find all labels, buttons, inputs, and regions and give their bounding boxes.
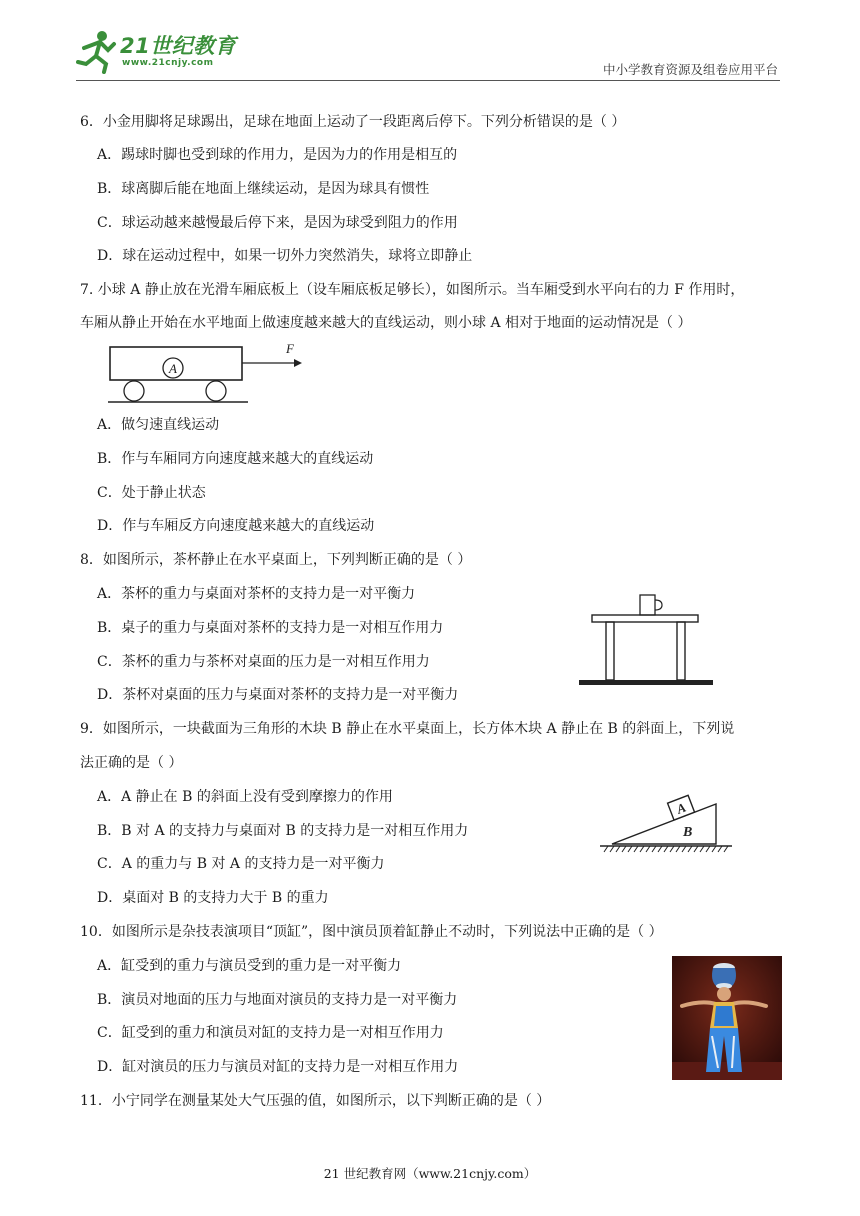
logo-title: 21世纪教育: [120, 34, 237, 58]
wedge-block-figure: [596, 790, 736, 858]
question-8-option-b: B．桌子的重力与桌面对茶杯的支持力是一对相互作用力: [97, 620, 444, 636]
ball-a-label: A: [169, 361, 177, 376]
question-8-stem: 8．如图所示，茶杯静止在水平桌面上，下列判断正确的是（ ）: [80, 552, 472, 568]
cart-figure: [108, 340, 308, 406]
question-8-option-c: C．茶杯的重力与茶杯对桌面的压力是一对相互作用力: [97, 654, 430, 670]
header-divider: [76, 80, 780, 81]
question-6-option-a: A．踢球时脚也受到球的作用力，是因为力的作用是相互的: [97, 147, 458, 163]
question-10-option-c: C．缸受到的重力和演员对缸的支持力是一对相互作用力: [97, 1025, 444, 1041]
runner-logo-icon: [74, 28, 120, 74]
logo-url: www.21cnjy.com: [122, 58, 214, 68]
question-9-option-a: A．A 静止在 B 的斜面上没有受到摩擦力的作用: [97, 789, 393, 805]
force-f-label: F: [286, 341, 294, 356]
question-6-option-d: D．球在运动过程中，如果一切外力突然消失，球将立即静止: [97, 248, 473, 264]
question-10-option-a: A．缸受到的重力与演员受到的重力是一对平衡力: [97, 958, 402, 974]
question-11-stem: 11．小宁同学在测量某处大气压强的值，如图所示，以下判断正确的是（ ）: [80, 1093, 551, 1109]
question-10-stem: 10．如图所示是杂技表演项目“顶缸”，图中演员顶着缸静止不动时，下列说法中正确的是（ ）: [80, 924, 663, 940]
question-10-option-d: D．缸对演员的压力与演员对缸的支持力是一对相互作用力: [97, 1059, 459, 1075]
question-7-option-b: B．作与车厢同方向速度越来越大的直线运动: [97, 451, 374, 467]
header-platform-text: 中小学教育资源及组卷应用平台: [602, 62, 778, 77]
page-footer: 21 世纪教育网（www.21cnjy.com）: [323, 1166, 537, 1181]
question-6-stem: 6．小金用脚将足球踢出，足球在地面上运动了一段距离后停下。下列分析错误的是（ ）: [80, 114, 626, 130]
question-9-option-d: D．桌面对 B 的支持力大于 B 的重力: [97, 890, 329, 906]
question-8-option-d: D．茶杯对桌面的压力与桌面对茶杯的支持力是一对平衡力: [97, 687, 459, 703]
question-6-option-b: B．球离脚后能在地面上继续运动，是因为球具有惯性: [97, 181, 430, 197]
site-logo: [74, 28, 244, 78]
block-a-label: A: [674, 799, 688, 817]
question-6-option-c: C．球运动越来越慢最后停下来，是因为球受到阻力的作用: [97, 215, 458, 231]
question-7-option-a: A．做匀速直线运动: [97, 417, 220, 433]
question-9-stem-line2: 法正确的是（ ）: [80, 755, 183, 771]
question-9-option-b: B．B 对 A 的支持力与桌面对 B 的支持力是一对相互作用力: [97, 823, 469, 839]
question-9-option-c: C．A 的重力与 B 对 A 的支持力是一对平衡力: [97, 856, 385, 872]
teacup-table-figure: [576, 590, 716, 690]
question-9-stem-line1: 9．如图所示，一块截面为三角形的木块 B 静止在水平桌面上，长方体木块 A 静止在 B 的斜面上，下列说: [80, 721, 735, 737]
block-b-label: B: [683, 825, 693, 840]
page-header: [0, 0, 860, 82]
question-7-stem-line2: 车厢从静止开始在水平地面上做速度越来越大的直线运动，则小球 A 相对于地面的运动情况是（ ）: [80, 315, 692, 331]
question-10-option-b: B．演员对地面的压力与地面对演员的支持力是一对平衡力: [97, 992, 458, 1008]
question-7-stem-line1: 7. 小球 A 静止放在光滑车厢底板上（设车厢底板足够长），如图所示。当车厢受到水平向右的力 F 作用时，: [80, 282, 745, 298]
question-7-option-d: D．作与车厢反方向速度越来越大的直线运动: [97, 518, 375, 534]
question-7-option-c: C．处于静止状态: [97, 485, 206, 501]
question-8-option-a: A．茶杯的重力与桌面对茶杯的支持力是一对平衡力: [97, 586, 416, 602]
acrobat-photo: [672, 956, 782, 1080]
